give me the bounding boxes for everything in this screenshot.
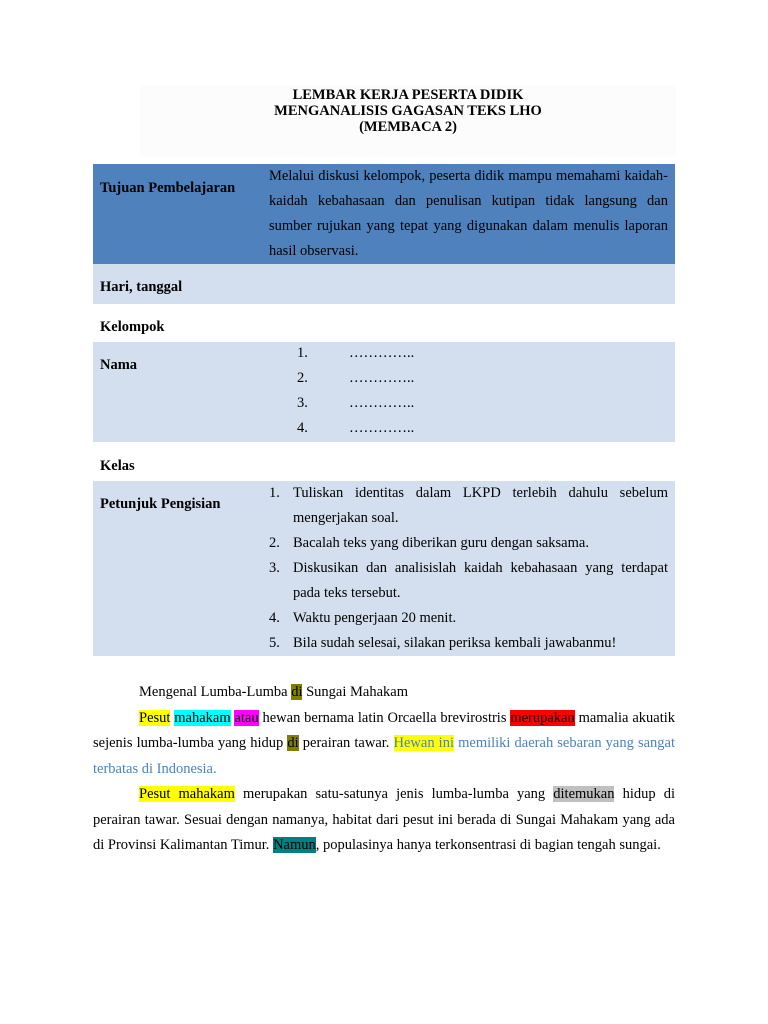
text-run: Namun [273,837,316,853]
text-run: Pesut [139,709,171,726]
petunjuk-number: 5. [269,635,280,651]
nama-item-blank: ………….. [349,370,415,386]
text-run: memiliki daerah sebaran yang sangat terbatas di Indonesia. [93,735,675,777]
worksheet-title [140,86,676,157]
text-run: di [287,735,299,751]
row-tujuan [93,164,675,264]
petunjuk-text: Waktu pengerjaan 20 menit. [293,610,457,626]
text-run: Hewan ini [393,735,454,751]
petunjuk-list [269,481,668,656]
nama-item-blank: ………….. [349,395,415,411]
nama-item-number: 2. [297,370,308,386]
text-run: hidup di perairan tawar. Sesuai dengan namanya, habitat dari pesut ini berada di Sungai Mahakam yang ada di Provinsi Kalimantan Timur. [93,786,675,853]
text-run: mahakam [174,709,231,726]
nama-item-blank: ………….. [349,420,415,436]
petunjuk-text: Diskusikan dan analisislah kaidah kebahasaan yang terdapat pada teks tersebut. [293,560,668,601]
nama-item-blank: ………….. [349,345,415,361]
nama-item [297,418,414,443]
petunjuk-item [269,556,668,606]
text-run: Pesut mahakam [139,786,235,802]
hari-tanggal-label: Hari, tanggal [100,279,183,295]
petunjuk-text: Bacalah teks yang diberikan guru dengan saksama. [293,535,589,551]
title-line-2: MENGANALISIS GAGASAN TEKS LHO [274,103,542,119]
tujuan-text: Melalui diskusi kelompok, peserta didik mampu memahami kaidah-kaidah kebahasaan dan penulisan kutipan tidak langsung dan sumber rujukan yang tepat yang digunakan dalam menulis laporan hasil observasi. [269,168,668,259]
row-hari-tanggal [93,264,675,304]
title-line-3: (MEMBACA 2) [359,119,457,135]
text-run: ditemukan [553,786,615,802]
text-run: hewan bernama latin Orcaella brevirostris [258,709,511,726]
text-run: mamalia akuatik sejenis lumba-lumba yang hidup [93,709,676,751]
petunjuk-item [269,606,668,631]
row-nama [93,342,675,442]
reading-title-highlight: di [291,684,303,700]
petunjuk-number: 3. [269,560,280,576]
petunjuk-item [269,481,668,531]
nama-item [297,368,414,393]
kelompok-label: Kelompok [100,319,165,335]
petunjuk-item [269,531,668,556]
reading-title-part: Mengenal Lumba-Lumba [139,684,292,700]
petunjuk-number: 4. [269,610,280,626]
kelas-label: Kelas [100,458,135,474]
paragraph-1 [93,706,675,783]
row-kelas [93,442,675,482]
title-line-1: LEMBAR KERJA PESERTA DIDIK [292,87,524,103]
nama-list [297,343,414,443]
nama-item-number: 4. [297,420,308,436]
petunjuk-label: Petunjuk Pengisian [100,496,221,512]
tujuan-label: Tujuan Pembelajaran [100,180,236,196]
nama-item-number: 1. [297,345,308,361]
text-run: , populasinya hanya terkonsentrasi di bagian tengah sungai. [315,837,661,853]
petunjuk-number: 2. [269,535,280,551]
text-run: perairan tawar. [298,735,394,751]
petunjuk-text: Tuliskan identitas dalam LKPD terlebih dahulu sebelum mengerjakan soal. [293,485,668,526]
row-petunjuk [93,481,675,656]
text-run: merupakan [510,709,575,726]
row-kelompok [93,304,675,342]
nama-item [297,393,414,418]
petunjuk-number: 1. [269,485,280,501]
nama-label: Nama [100,357,138,373]
reading-title [93,680,675,706]
nama-item [297,343,414,368]
text-run: atau [234,709,259,726]
nama-item-number: 3. [297,395,308,411]
petunjuk-text: Bila sudah selesai, silakan periksa kembali jawabanmu! [293,635,617,651]
text-run: merupakan satu-satunya jenis lumba-lumba yang [234,786,554,802]
reading-text [93,680,675,859]
petunjuk-item [269,631,668,656]
paragraph-2 [93,782,675,859]
reading-title-part: Sungai Mahakam [302,684,408,700]
